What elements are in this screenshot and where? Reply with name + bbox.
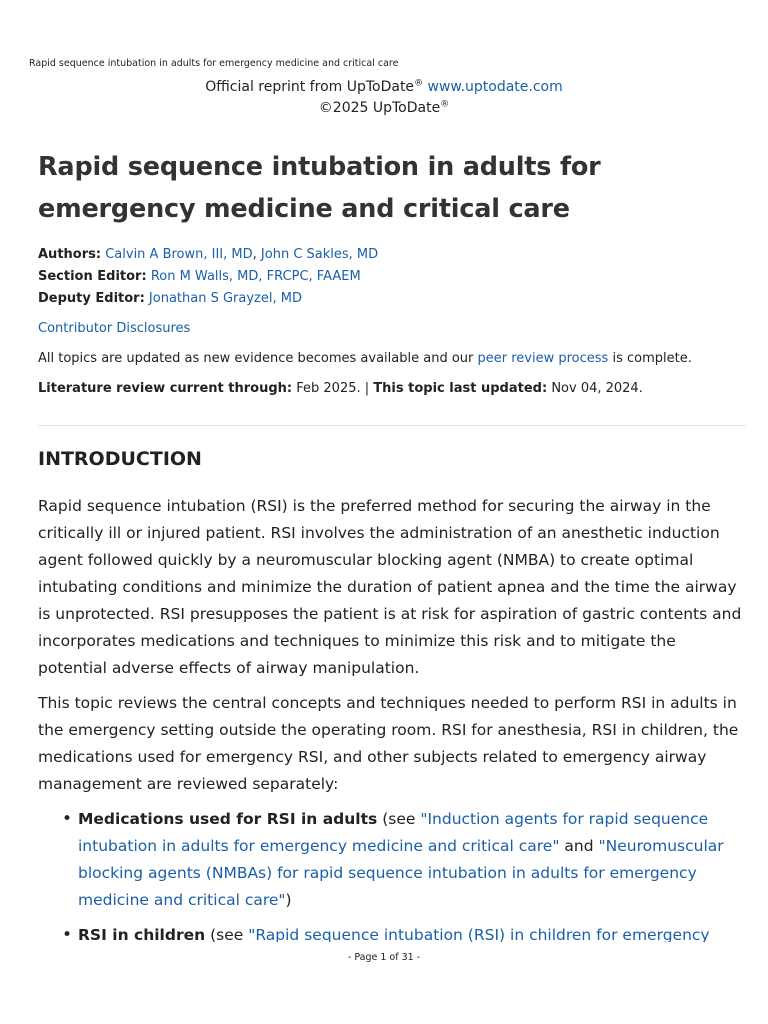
bullet-bold-label: Medications used for RSI in adults <box>78 810 378 828</box>
section-divider <box>38 425 746 426</box>
literature-review-label: Literature review current through: <box>38 381 293 396</box>
bullet-open: (see <box>382 810 416 828</box>
registered-mark: ® <box>414 78 424 89</box>
bullet-open: (see <box>210 926 244 942</box>
deputy-editor-link[interactable]: Jonathan S Grayzel, MD <box>148 291 302 306</box>
deputy-editor-label: Deputy Editor: <box>38 291 145 306</box>
uptodate-url-link[interactable]: www.uptodate.com <box>427 79 563 95</box>
review-dates <box>38 378 746 400</box>
update-notice-after: is complete. <box>612 351 692 366</box>
list-item <box>78 922 746 942</box>
bullet-bold-label: RSI in children <box>78 926 206 942</box>
section-editor-line <box>38 266 746 288</box>
update-notice <box>38 348 746 370</box>
related-topics-list <box>38 806 746 942</box>
article-title: Rapid sequence intubation in adults for emergency medicine and critical care <box>38 152 601 224</box>
article-metadata <box>38 244 746 310</box>
list-item <box>78 806 746 914</box>
reprint-prefix: Official reprint from UpToDate <box>205 79 415 95</box>
section-editor-label: Section Editor: <box>38 269 147 284</box>
reprint-notice <box>0 77 768 119</box>
topic-link-rsi-children[interactable]: "Rapid sequence intubation (RSI) in children for emergency <box>248 926 710 942</box>
reprint-line <box>0 77 768 98</box>
author-link-2[interactable]: John C Sakles, MD <box>260 247 379 262</box>
author-link-1[interactable]: Calvin A Brown, III, MD <box>105 247 253 262</box>
contributor-disclosures-line <box>38 318 746 340</box>
literature-review-date: Feb 2025. <box>296 381 361 396</box>
authors-separator: , <box>252 247 257 262</box>
bullet-close: ) <box>285 891 292 909</box>
section-heading-introduction: INTRODUCTION <box>38 448 202 470</box>
authors-label: Authors: <box>38 247 102 262</box>
contributor-disclosures-link[interactable]: Contributor Disclosures <box>38 321 191 336</box>
copyright-registered-mark: ® <box>440 99 450 110</box>
authors-line <box>38 244 746 266</box>
section-editor-link[interactable]: Ron M Walls, MD, FRCPC, FAAEM <box>150 269 361 284</box>
topic-link-nmbas[interactable]: "Neuromuscular blocking agents (NMBAs) for rapid sequence intubation in adults for emergency medicine and critical care" <box>78 837 724 909</box>
page-number-footer: - Page 1 of 31 - <box>347 952 421 963</box>
bullet-mid: and <box>564 837 594 855</box>
last-updated-date: Nov 04, 2024. <box>551 381 643 396</box>
intro-paragraph-1: Rapid sequence intubation (RSI) is the preferred method for securing the airway in the critically ill or injured patient. RSI involves the administration of an anesthetic induction agent followed quickly by a neuromuscular blocking agent (NMBA) to create optimal intubating conditions and minimize the duration of patient apnea and the time the airway is unprotected. RSI presupposes the patient is at risk for aspiration of gastric contents and incorporates medications and techniques to minimize this risk and to mitigate the potential adverse effects of airway manipulation. <box>38 497 742 677</box>
running-header: Rapid sequence intubation in adults for emergency medicine and critical care <box>29 58 399 69</box>
article <box>38 146 746 942</box>
review-separator: | <box>364 381 370 396</box>
copyright-text: ©2025 UpToDate <box>318 100 441 116</box>
copyright-line <box>0 98 768 119</box>
update-notice-before: All topics are updated as new evidence becomes available and our <box>38 351 474 366</box>
topic-link-induction-agents[interactable]: "Induction agents for rapid sequence intubation in adults for emergency medicine and critical care" <box>78 810 709 855</box>
deputy-editor-line <box>38 288 746 310</box>
intro-paragraph-2: This topic reviews the central concepts and techniques needed to perform RSI in adults in the emergency setting outside the operating room. RSI for anesthesia, RSI in children, the medications used for emergency RSI, and other subjects related to emergency airway management are reviewed separately: <box>38 694 739 793</box>
peer-review-process-link[interactable]: peer review process <box>477 351 609 366</box>
last-updated-label: This topic last updated: <box>373 381 548 396</box>
